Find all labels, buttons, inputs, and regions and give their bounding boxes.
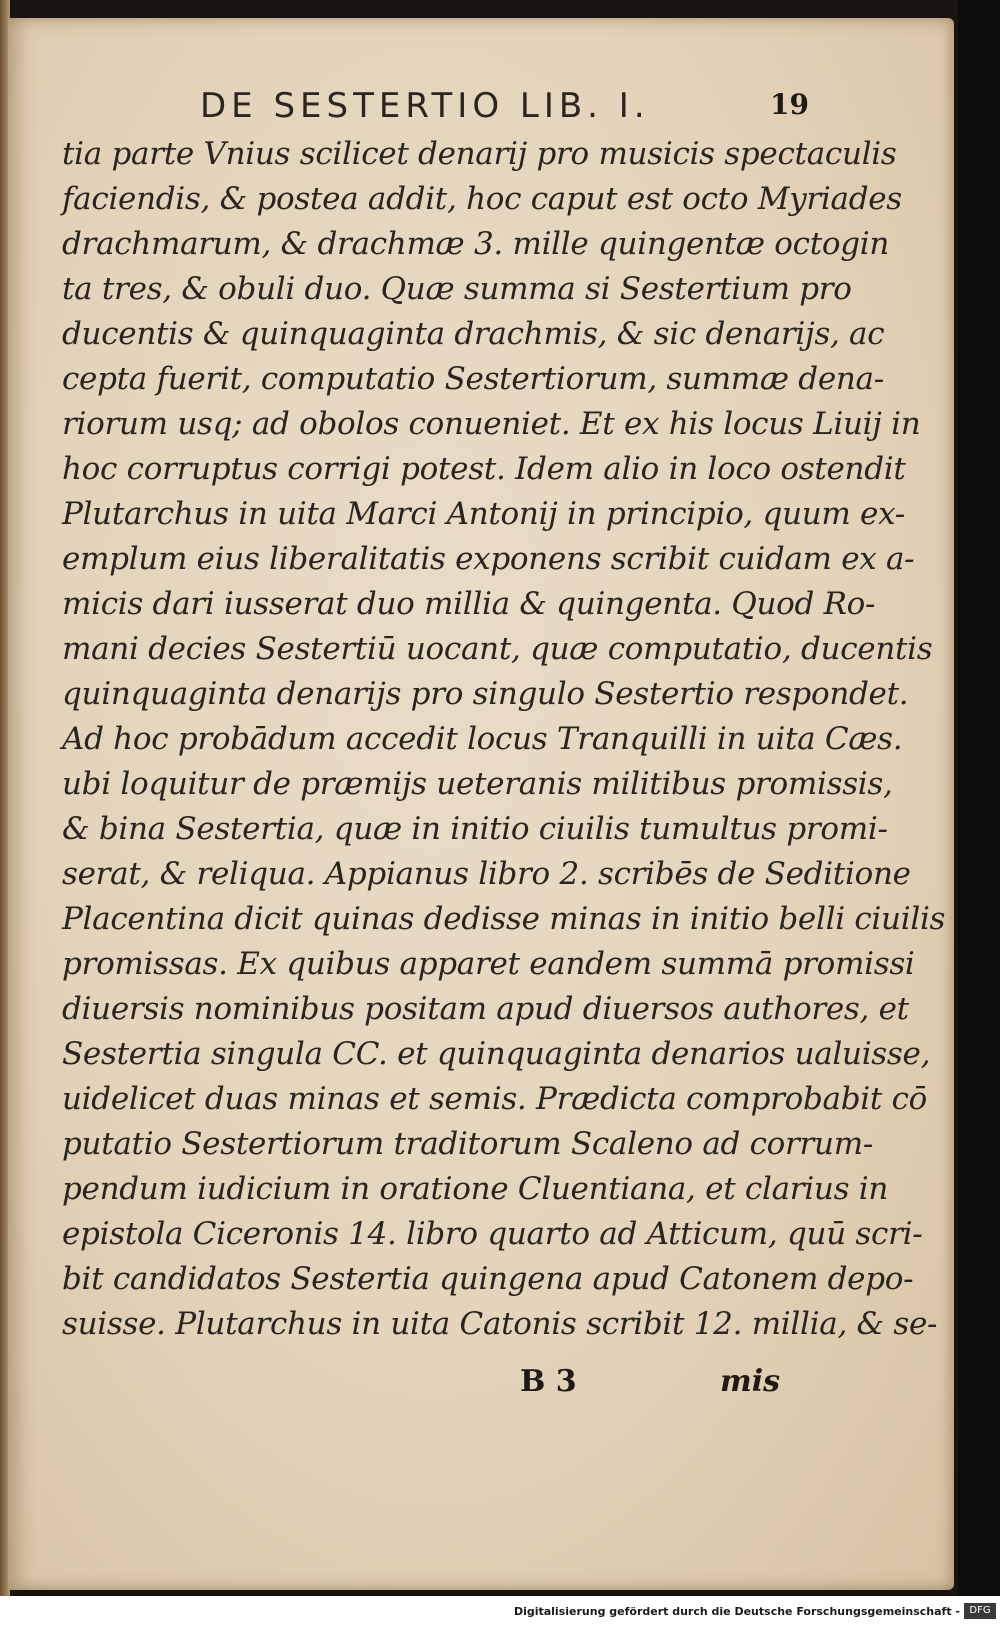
text-line: bit candidatos Sestertia quingena apud Catonem depo-	[62, 1261, 914, 1297]
text-line: hoc corruptus corrigi potest. Idem alio in loco ostendit	[62, 451, 906, 487]
text-line: diuersis nominibus positam apud diuersos authores, et	[62, 991, 909, 1027]
dfg-logo: DFG	[964, 1603, 996, 1619]
text-line: emplum eius liberalitatis exponens scribit cuidam ex a-	[62, 541, 915, 577]
folio-number: 19	[770, 88, 809, 121]
text-line: putatio Sestertiorum traditorum Scaleno ad corrum-	[62, 1126, 873, 1162]
text-line: serat, & reliqua. Appianus libro 2. scribēs de Seditione	[62, 856, 911, 892]
text-line: Plutarchus in uita Marci Antonij in principio, quum ex-	[62, 496, 905, 532]
text-line: cepta fuerit, computatio Sestertiorum, summæ dena-	[62, 361, 884, 397]
footer-bar	[0, 1596, 1000, 1631]
text-line: ducentis & quinquaginta drachmis, & sic denarijs, ac	[62, 316, 885, 352]
text-line: tia parte Vnius scilicet denarij pro musicis spectaculis	[62, 136, 897, 172]
text-line: Sestertia singula CC. et quinquaginta denarios ualuisse,	[62, 1036, 931, 1072]
text-line: uidelicet duas minas et semis. Prædicta comprobabit cō	[62, 1081, 928, 1117]
text-line: Ad hoc probādum accedit locus Tranquilli in uita Cæs.	[62, 721, 903, 757]
text-line: pendum iudicium in oratione Cluentiana, et clarius in	[62, 1171, 889, 1207]
text-line: quinquaginta denarijs pro singulo Sestertio respondet.	[62, 676, 909, 712]
text-line: suisse. Plutarchus in uita Catonis scribit 12. millia, & se-	[62, 1306, 938, 1342]
catchword: mis	[719, 1364, 780, 1399]
text-line: & bina Sestertia, quæ in initio ciuilis tumultus promi-	[62, 811, 888, 847]
text-line: micis dari iusserat duo millia & quingenta. Quod Ro-	[62, 586, 876, 622]
funding-credit: Digitalisierung gefördert durch die Deutsche Forschungsgemeinschaft -	[513, 1605, 960, 1618]
text-line: ubi loquitur de præmijs ueteranis militibus promissis,	[62, 766, 893, 802]
text-line: ta tres, & obuli duo. Quæ summa si Sestertium pro	[62, 271, 852, 307]
text-line: epistola Ciceronis 14. libro quarto ad Atticum, quū scri-	[62, 1216, 923, 1252]
text-line: Placentina dicit quinas dedisse minas in initio belli ciuilis	[62, 901, 946, 937]
text-line: promissas. Ex quibus apparet eandem summā promissi	[62, 946, 915, 982]
text-line: faciendis, & postea addit, hoc caput est octo Myriades	[62, 181, 902, 217]
text-block	[62, 132, 946, 1347]
running-head: DE SESTERTIO LIB. I.	[200, 86, 650, 126]
text-line: drachmarum, & drachmæ 3. mille quingentæ octogin	[62, 226, 890, 262]
signature-mark: B 3	[520, 1364, 577, 1399]
text-line: riorum usq; ad obolos conueniet. Et ex his locus Liuij in	[62, 406, 921, 442]
text-line: mani decies Sestertiū uocant, quæ computatio, ducentis	[62, 631, 933, 667]
